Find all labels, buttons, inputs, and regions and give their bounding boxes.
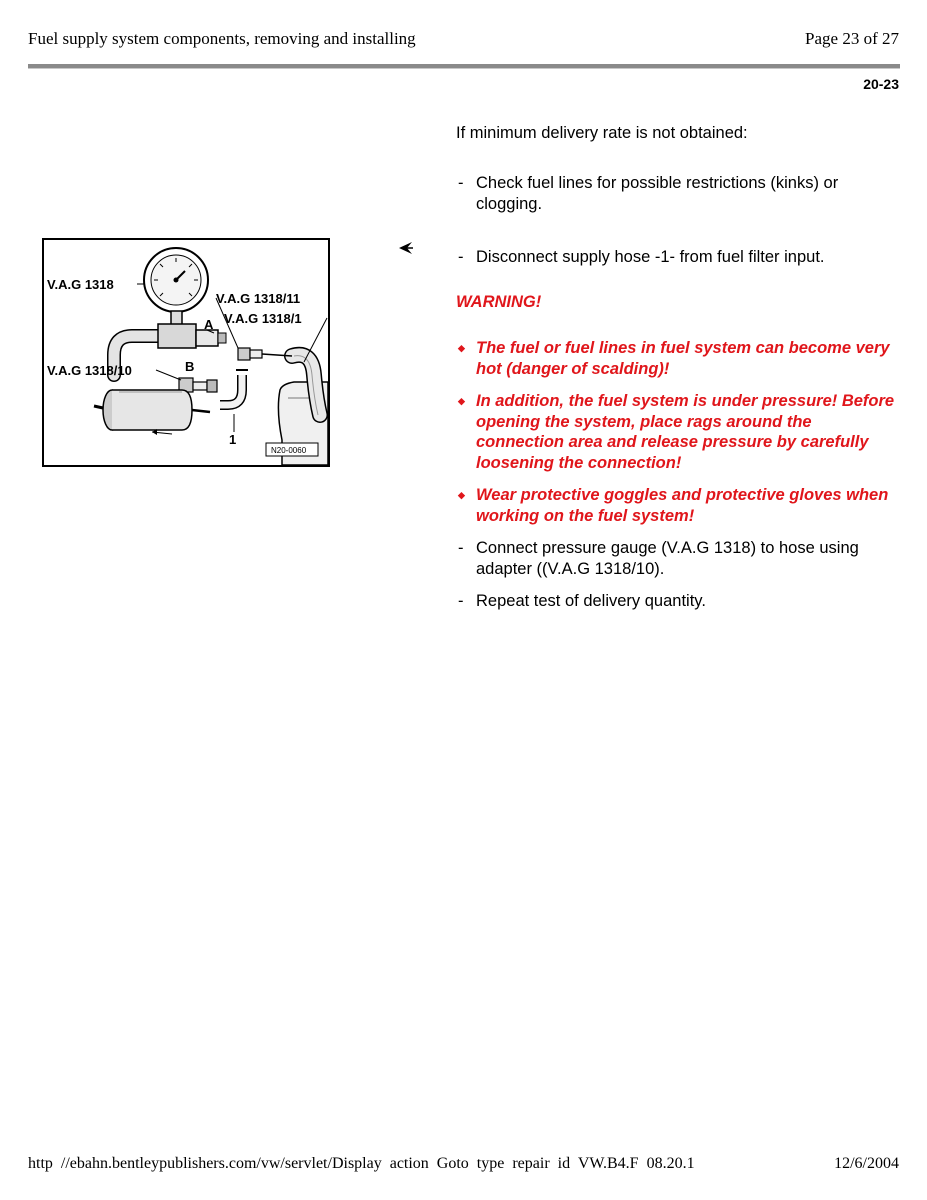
warning-text: In addition, the fuel system is under pressure! Before opening the system, place rags around the connection area and release pressure by carefully loosening the connection!: [476, 392, 895, 472]
step-dash: -: [458, 539, 464, 557]
footer-date: 12/6/2004: [834, 1155, 899, 1172]
valve-a: [196, 330, 218, 346]
document-title: Fuel supply system components, removing and installing: [28, 29, 416, 48]
step-text: Connect pressure gauge (V.A.G 1318) to hose using adapter ((V.A.G 1318/10).: [476, 539, 859, 578]
label-vag-1318-11: V.A.G 1318/11: [216, 291, 301, 306]
header-divider: [28, 64, 900, 69]
gauge-stem: [171, 311, 182, 325]
warning-item-hot: [456, 338, 896, 379]
tee-fitting: [158, 324, 196, 348]
section-code: 20-23: [863, 76, 899, 92]
leader-1318-10: [156, 370, 181, 380]
fuel-filter-body: [112, 390, 192, 430]
step-disconnect-supply-hose: [456, 247, 896, 268]
diamond-bullet-icon: ◆: [458, 343, 465, 353]
coupling-1318-11: [238, 348, 250, 360]
step-connect-gauge: [456, 538, 896, 579]
coupling-nipple: [250, 350, 262, 358]
diamond-bullet-icon: ◆: [458, 396, 465, 406]
figure-code: N20-0060: [271, 446, 307, 455]
label-a: A: [204, 317, 214, 332]
valve-a-cap: [218, 333, 226, 343]
footer-url: http //ebahn.bentleypublishers.com/vw/servlet/Display action Goto type repair id VW.B4.F 08.20.1: [28, 1155, 695, 1172]
label-b: B: [185, 359, 195, 374]
filter-outlet: [192, 410, 210, 412]
fuel-system-illustration: [42, 238, 330, 467]
step-dash: -: [458, 592, 464, 610]
label-vag-1318-10: V.A.G 1318/10: [47, 363, 132, 378]
warning-item-pressure: [456, 391, 896, 473]
valve-b: [207, 380, 217, 392]
arrow-pointer-icon: [398, 240, 414, 256]
label-vag-1318-1: V.A.G 1318/1: [224, 311, 302, 326]
step-dash: -: [458, 248, 464, 266]
label-vag-1318: V.A.G 1318: [47, 277, 114, 292]
step-repeat-test: [456, 591, 896, 612]
gauge-needle-pivot: [174, 278, 179, 283]
step-check-fuel-lines: [456, 173, 896, 214]
step-dash: -: [458, 174, 464, 192]
step-text: Disconnect supply hose -1- from fuel filter input.: [476, 248, 825, 266]
warning-item-protective-gear: [456, 485, 896, 526]
warning-text: The fuel or fuel lines in fuel system can become very hot (danger of scalding)!: [476, 339, 890, 378]
diamond-bullet-icon: ◆: [458, 490, 465, 500]
adapter-1318-10-nipple: [193, 382, 207, 390]
label-hose-1: 1: [229, 432, 237, 447]
step-text: Repeat test of delivery quantity.: [476, 592, 706, 610]
intro-text: If minimum delivery rate is not obtained:: [456, 124, 748, 142]
step-text: Check fuel lines for possible restrictions (kinks) or clogging.: [476, 174, 839, 213]
fuel-system-drawing: [44, 240, 328, 465]
page-number: Page 23 of 27: [805, 29, 899, 48]
filter-inlet: [94, 406, 103, 408]
warning-text: Wear protective goggles and protective gloves when working on the fuel system!: [476, 486, 889, 525]
warning-heading: WARNING!: [456, 293, 542, 311]
